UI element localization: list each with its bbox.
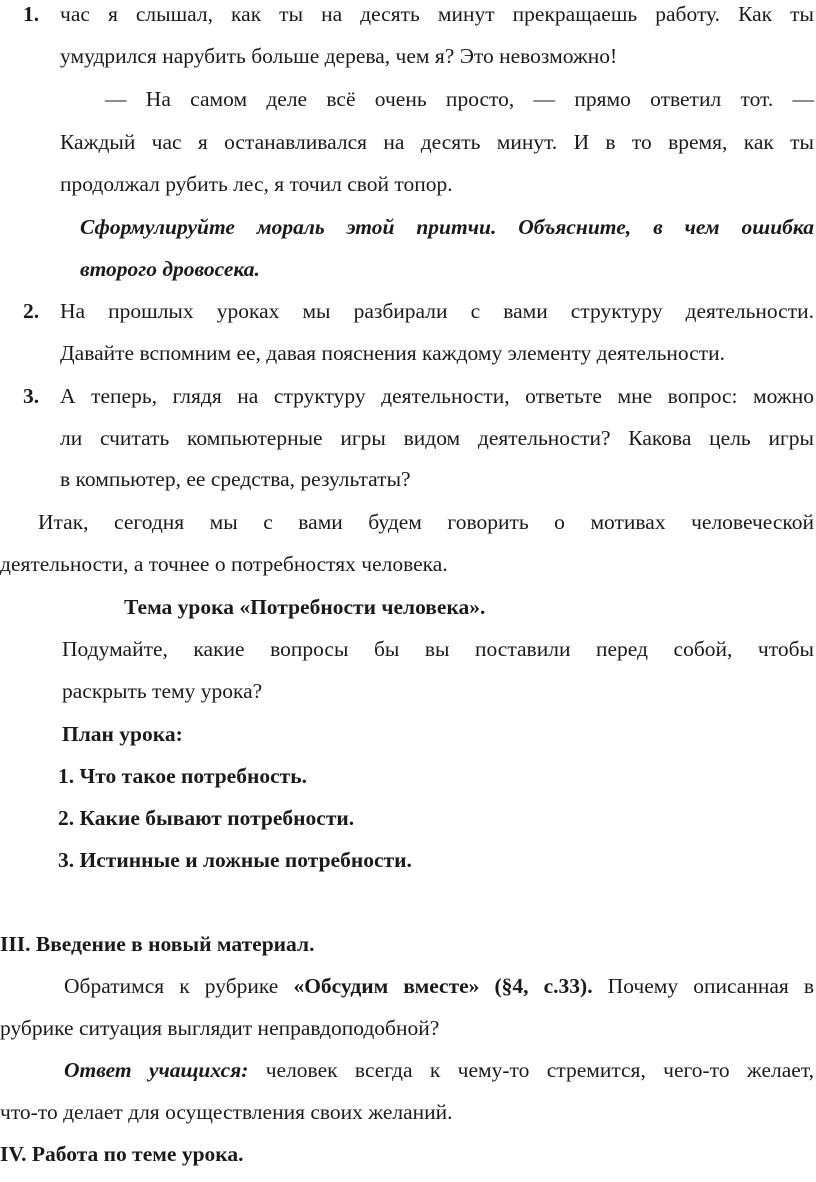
plan-item: 2. Какие бывают потребности. bbox=[58, 806, 355, 830]
text-span: Обратимся к рубрике bbox=[64, 974, 294, 998]
paragraph-line: раскрыть тему урока? bbox=[62, 679, 263, 703]
paragraph-line: продолжал рубить лес, я точил свой топор. bbox=[60, 172, 453, 196]
plan-item: 1. Что такое потребность. bbox=[58, 764, 307, 788]
paragraph-line: Итак, сегодня мы с вами будем говорить о мотивах человеческой bbox=[38, 510, 814, 534]
task-text: Сформулируйте мораль этой притчи. Объясните, в чем ошибка bbox=[80, 215, 814, 239]
paragraph-line: деятельности, а точнее о потребностях человека. bbox=[0, 552, 448, 576]
paragraph-line: в компьютер, ее средства, результаты? bbox=[60, 467, 411, 491]
lesson-topic: Тема урока «Потребности человека». bbox=[124, 595, 486, 619]
rubric-reference: «Обсудим вместе» (§4, с.33). bbox=[293, 974, 593, 998]
paragraph-line bbox=[64, 1060, 814, 1082]
paragraph-line: А теперь, глядя на структуру деятельности, ответьте мне вопрос: можно bbox=[60, 384, 814, 408]
paragraph-line: Подумайте, какие вопросы бы вы поставили перед собой, чтобы bbox=[62, 637, 814, 661]
paragraph-line: умудрился нарубить больше дерева, чем я? Это невозможно! bbox=[60, 44, 618, 68]
paragraph-line: час я слышал, как ты на десять минут прекращаешь работу. Как ты bbox=[60, 2, 814, 26]
list-number-2: 2. bbox=[23, 299, 40, 323]
plan-item: 3. Истинные и ложные потребности. bbox=[58, 848, 412, 872]
text-span: Почему описанная в bbox=[592, 974, 815, 998]
section-heading-4: IV. Работа по теме урока. bbox=[0, 1142, 244, 1166]
paragraph-line: что-то делает для осуществления своих желаний. bbox=[0, 1100, 453, 1124]
section-heading-3: III. Введение в новый материал. bbox=[0, 932, 315, 956]
paragraph-line: ли считать компьютерные игры видом деятельности? Какова цель игры bbox=[60, 426, 814, 450]
paragraph-line: рубрике ситуация выглядит неправдоподобной? bbox=[0, 1016, 440, 1040]
text-span: человек всегда к чему-то стремится, чего-то желает, bbox=[248, 1058, 815, 1082]
paragraph-line: Давайте вспомним ее, давая пояснения каждому элементу деятельности. bbox=[60, 341, 726, 365]
list-number-1: 1. bbox=[23, 2, 40, 26]
plan-title: План урока: bbox=[62, 722, 183, 746]
task-text: второго дровосека. bbox=[80, 257, 260, 281]
list-number-3: 3. bbox=[23, 384, 40, 408]
answer-label: Ответ учащихся: bbox=[64, 1058, 249, 1082]
paragraph-line bbox=[64, 976, 814, 998]
paragraph-line: На прошлых уроках мы разбирали с вами структуру деятельности. bbox=[60, 299, 814, 323]
paragraph-line: Каждый час я останавливался на десять минут. И в то время, как ты bbox=[60, 130, 814, 154]
paragraph-line: — На самом деле всё очень просто, — прямо ответил тот. — bbox=[105, 87, 814, 111]
